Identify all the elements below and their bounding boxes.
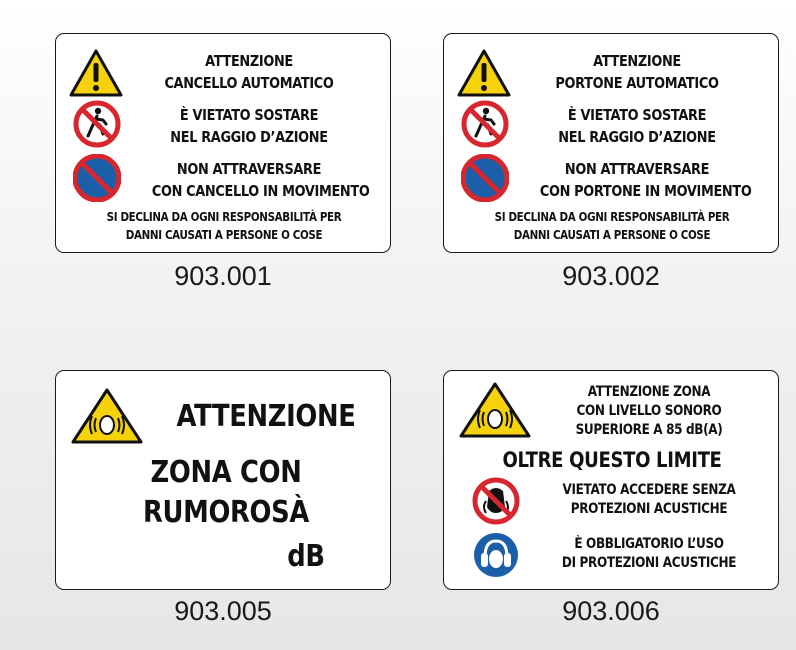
product-code: 903.005 <box>174 596 272 626</box>
warning-text: ATTENZIONE PORTONE AUTOMATICO <box>555 52 719 92</box>
warning-text: ATTENZIONE ZONA CON LIVELLO SONORO SUPERIORE A 85 dB(A) <box>575 384 723 438</box>
crossing-text: NON ATTRAVERSARE CON CANCELLO IN MOVIMENTO <box>151 160 370 200</box>
prohibition-text: È VIETATO SOSTARE NEL RAGGIO D’AZIONE <box>170 106 328 146</box>
product-code: 903.006 <box>562 596 660 626</box>
disclaimer-text: SI DECLINA DA OGNI RESPONSABILITÀ PER DANNI CAUSATI A PERSONE O COSE <box>106 210 342 242</box>
sign-903-005 <box>55 370 391 590</box>
product-code: 903.002 <box>562 261 660 291</box>
warning-triangle-icon <box>68 48 124 98</box>
sign-903-002 <box>443 33 779 253</box>
unit-text: dB <box>287 539 325 574</box>
no-parking-icon <box>73 154 121 202</box>
sign-903-001 <box>55 33 391 253</box>
ear-protection-mandatory-icon <box>472 531 520 579</box>
warning-triangle-icon <box>456 48 512 98</box>
no-pedestrian-icon <box>461 100 509 148</box>
no-pedestrian-icon <box>73 100 121 148</box>
noise-warning-icon <box>458 381 532 439</box>
no-parking-icon <box>461 154 509 202</box>
disclaimer-text: SI DECLINA DA OGNI RESPONSABILITÀ PER DANNI CAUSATI A PERSONE O COSE <box>494 210 730 242</box>
mandatory-text: È OBBLIGATORIO L’USO DI PROTEZIONI ACUSTICHE <box>561 536 737 571</box>
warning-text: ATTENZIONE CANCELLO AUTOMATICO <box>164 52 334 92</box>
prohibition-text: È VIETATO SOSTARE NEL RAGGIO D’AZIONE <box>558 106 716 146</box>
noise-warning-icon <box>70 387 144 445</box>
limit-text: OLTRE QUESTO LIMITE <box>502 448 722 472</box>
product-code: 903.001 <box>174 261 272 291</box>
heading-text: ATTENZIONE <box>176 399 356 434</box>
no-unprotected-ears-icon <box>472 477 520 525</box>
zone-text: ZONA CON RUMOROSÀ <box>142 455 310 530</box>
crossing-text: NON ATTRAVERSARE CON PORTONE IN MOVIMENTO <box>539 160 752 200</box>
sign-903-006 <box>443 370 779 590</box>
prohibition-text: VIETATO ACCEDERE SENZA PROTEZIONI ACUSTICHE <box>562 482 736 517</box>
